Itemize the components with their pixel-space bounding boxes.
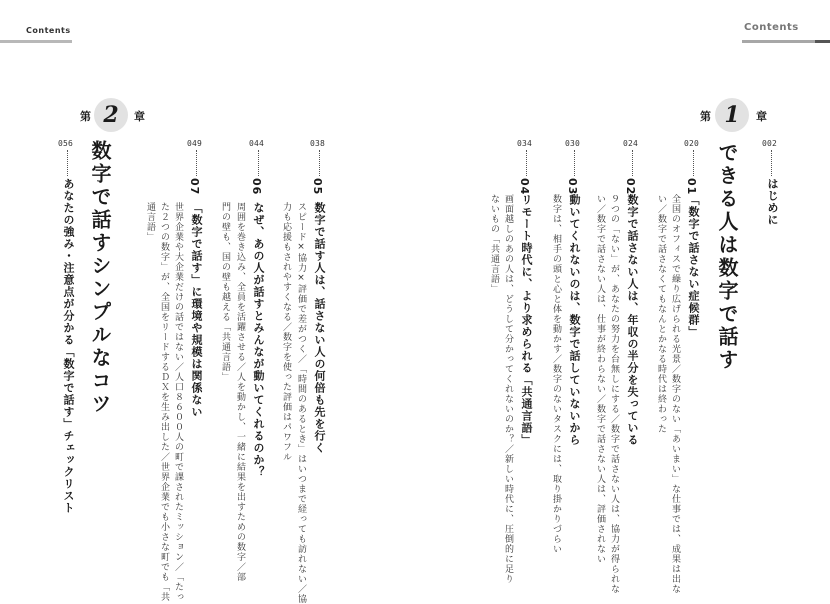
page-number: 044 [249, 139, 265, 148]
section-number: 05 [311, 178, 324, 196]
chapter-1-title: できる人は数字で話す [715, 142, 739, 372]
chapter-2-title: 数字で話すシンプルなコツ [88, 140, 112, 416]
section-summary-line: 門の壁も、国の壁も越える「共通言語」 [220, 202, 230, 382]
leader-line [693, 150, 695, 176]
chapter-2-heading [80, 98, 150, 132]
intro-title: はじめに [766, 178, 779, 226]
section-summary-line: い／数字で話さなくてもなんとかなる時代は終わった [656, 194, 666, 434]
chapter-number-badge: 1 [715, 98, 749, 132]
running-header-right: Contents [744, 22, 799, 33]
section-summary-line: 画面越しのあの人は、どうして分かってくれないのか？／新しい時代に、圧倒的に足り [503, 194, 513, 584]
chapter-1-heading [700, 98, 770, 132]
page-number: 056 [58, 139, 74, 148]
section-title: 動いてくれないのは、数字で話していないから [568, 194, 581, 446]
section-title: 「数字で話す」に環境や規模は関係ない [190, 202, 203, 418]
leader-line [771, 150, 773, 176]
section-summary-line: ９つの「ない」が、あなたの努力を台無しにする／数字で話さない人は、協力が得られな [609, 194, 619, 594]
section-title: 数字で話さない人は、年収の半分を失っている [626, 194, 639, 446]
page-number: 038 [310, 139, 326, 148]
page-number: 034 [517, 139, 533, 148]
section-summary-line: ないもの「共通言語」 [489, 194, 499, 294]
section-summary-line: た２つの数字」が、全国をリードするＤＸを生み出した／世界企業でも小さな町でも「共 [159, 202, 169, 602]
section-summary-line: 世界企業や大企業だけの話ではない／人口８６００人の町で課されたミッション／「たっ [173, 202, 183, 602]
page-number: 020 [684, 139, 700, 148]
running-header-left: Contents [26, 26, 71, 35]
page-number: 002 [762, 139, 778, 148]
leader-line [526, 150, 528, 176]
leader-line [196, 150, 198, 176]
section-number: 02 [624, 178, 637, 196]
page-number: 049 [187, 139, 203, 148]
section-title: リモート時代に、より求められる「共通言語」 [520, 194, 533, 446]
section-title: なぜ、あの人が話すとみんなが動いてくれるのか？ [252, 202, 265, 478]
chapter-number-badge: 2 [94, 98, 128, 132]
section-number: 06 [250, 178, 263, 196]
chapter-mark: 章 [134, 110, 145, 123]
section-title: あなたの強み・注意点が分かる「数字で話す」チェックリスト [62, 178, 75, 514]
header-rule-right-accent [815, 40, 830, 43]
section-summary-line: 数字は、相手の頭と心と体を動かす／数字のないタスクには、取り掛かりづらい [551, 194, 561, 554]
page-number: 030 [565, 139, 581, 148]
leader-line [67, 150, 69, 176]
section-title: 「数字で話さない症候群」 [687, 194, 700, 338]
header-rule-left [0, 40, 72, 43]
section-number: 07 [188, 178, 201, 196]
section-number: 04 [518, 178, 531, 196]
section-summary-line: 全国のオフィスで繰り広げられる光景／数字のない「あいまい」な仕事では、成果は出な [670, 194, 680, 594]
section-number: 03 [566, 178, 579, 196]
leader-line [258, 150, 260, 176]
leader-line [574, 150, 576, 176]
chapter-mark: 第 [80, 110, 91, 123]
section-summary-line: 通言語」 [145, 202, 155, 242]
leader-line [319, 150, 321, 176]
page-number: 024 [623, 139, 639, 148]
chapter-mark: 章 [756, 110, 767, 123]
section-summary-line: い／数字で話さない人は、仕事が終わらない／数字で話さない人は、評価されない [595, 194, 605, 564]
chapter-mark: 第 [700, 110, 711, 123]
section-summary-line: スピード×協力×評価で差がつく／「時間のあるとき」はいつまで経っても訪れない／協 [296, 202, 306, 604]
section-summary-line: 周囲を巻き込み、全員を活躍させる／人を動かし、一緒に結果を出すための数字／部 [235, 202, 245, 582]
section-title: 数字で話す人は、話さない人の何倍も先を行く [313, 202, 326, 454]
section-summary-line: 力も応援もされやすくなる／数字を使った評価はパワフル [281, 202, 291, 462]
leader-line [632, 150, 634, 176]
section-number: 01 [685, 178, 698, 196]
